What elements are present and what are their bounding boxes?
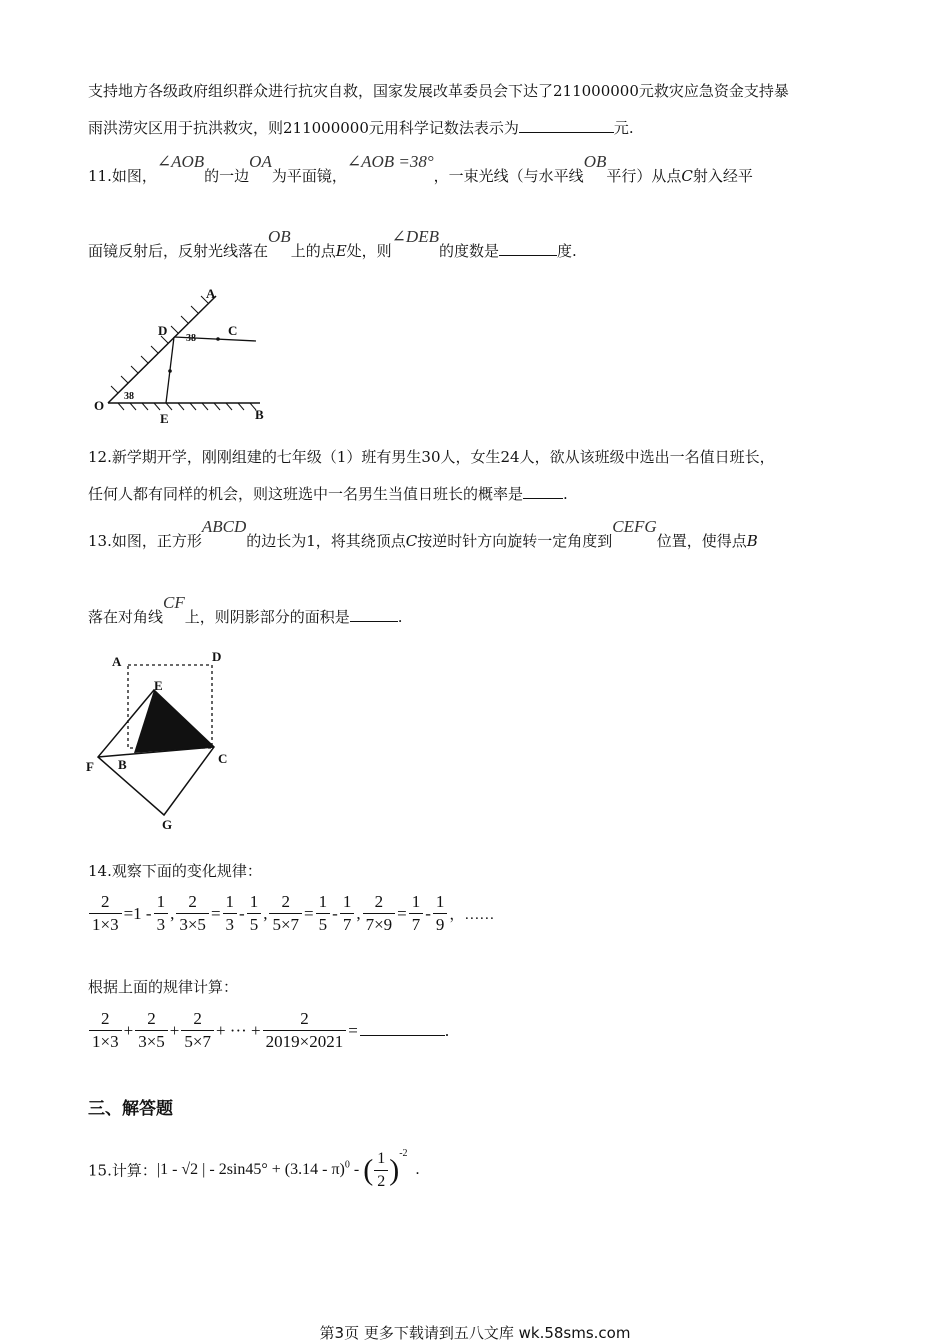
q11-text: 为平面镜，	[271, 167, 347, 185]
label-e: E	[154, 678, 163, 693]
q11-line2	[88, 227, 577, 262]
q11-text: 11.如图，	[88, 167, 157, 185]
q13-text: 13.如图，正方形	[88, 532, 202, 550]
q13-text: 按逆时针方向旋转一定角度到	[417, 532, 613, 550]
label-e: E	[160, 411, 169, 426]
q11-text: ，一束光线（与水平线	[433, 167, 584, 185]
q10-text: 雨洪涝灾区用于抗洪救灾，则211000000元用科学记数法表示为	[88, 119, 519, 137]
q15-label: 15.计算：	[88, 1161, 157, 1180]
math-angle-aob: ∠AOB	[156, 152, 205, 171]
fraction: $\frac{2}{7\times 9}$	[363, 891, 396, 936]
q10-unit: 元.	[613, 119, 634, 137]
label-g: G	[162, 817, 173, 832]
q15-line	[88, 1148, 420, 1193]
label-f: F	[86, 759, 94, 774]
q14-calc-title: 根据上面的规律计算：	[88, 978, 239, 996]
fraction: $\frac{2}{5\times 7}$	[181, 1008, 214, 1053]
fraction: $\frac{2}{3\times 5}$	[176, 891, 209, 936]
fraction: $\frac{2}{5\times 7}$	[269, 891, 302, 936]
fraction: $\frac{2}{2019\times 2021}$	[263, 1008, 347, 1053]
answer-blank	[350, 607, 398, 622]
label-a: A	[112, 654, 122, 669]
fraction: $\frac{1}{3}$	[154, 891, 169, 936]
point-b: B	[746, 532, 758, 550]
q13-line2	[88, 593, 403, 628]
q11-text: 的一边	[204, 167, 250, 185]
q15-expression: |1 - √2 | - 2sin45° + (3.14 - π)$^0$ - ( $\frac{1}{2}$ )$^{-2}$.	[157, 1161, 420, 1178]
label-b: B	[255, 407, 264, 422]
q14-sequence: $\frac{2}{1\times 3}$ =1 - $\frac{1}{3}$ , $\frac{2}{3\times 5}$ = $\frac{1}{3}$ - $\frac{1}{5}$ , $\frac{2}{5\times 7}$ = $\frac{1}{5}$ - $\frac{1}{7}$ , $\frac{2}{7\times 9}$ = $\frac{1}{7}$ - $\frac{1}{9}$ ，……	[88, 891, 495, 936]
fraction: $\frac{1}{3}$	[223, 891, 238, 936]
answer-blank	[360, 1021, 445, 1036]
label-d: D	[158, 323, 168, 338]
math-cefg: CEFG	[612, 517, 657, 536]
q13-line1	[88, 517, 758, 552]
q12-line2	[88, 483, 568, 505]
q13-text: 的边长为1，将其绕顶点	[246, 532, 406, 550]
fraction: $\frac{1}{5}$	[247, 891, 262, 936]
label-c: C	[228, 323, 238, 338]
point-c: C	[405, 532, 418, 550]
answer-blank	[519, 118, 614, 133]
fraction: $\frac{1}{2}$	[374, 1148, 388, 1193]
answer-blank	[499, 241, 557, 256]
fraction: $\frac{1}{5}$	[316, 891, 331, 936]
fraction: $\frac{2}{1\times 3}$	[89, 891, 122, 936]
fraction: $\frac{2}{3\times 5}$	[135, 1008, 168, 1053]
angle-label: 38	[124, 391, 134, 402]
math-ob: OB	[583, 152, 607, 171]
q10-line2	[88, 117, 634, 139]
math-oa: OA	[249, 152, 272, 171]
math-angle-deb: ∠DEB	[391, 227, 439, 246]
q12-line1: 12.新学期开学，刚刚组建的七年级（1）班有男生30人，女生24人，欲从该班级中选出一名值日班长，	[88, 448, 775, 466]
q12-text: 任何人都有同样的机会，则这班选中一名男生当值日班长的概率是	[88, 485, 524, 503]
point-c: C	[681, 167, 693, 185]
q12-text: .	[563, 485, 568, 503]
math-abcd: ABCD	[201, 517, 247, 536]
label-b: B	[118, 757, 127, 772]
q13-text: 位置，使得点	[656, 532, 747, 550]
q11-text: 面镜反射后，反射光线落在	[88, 242, 269, 260]
q11-text: 射入经平	[692, 167, 753, 185]
fraction: $\frac{1}{7}$	[409, 891, 424, 936]
q11-figure	[88, 283, 278, 428]
q10-line1: 支持地方各级政府组织群众进行抗灾自救，国家发展改革委员会下达了211000000元救灾应急资金支持暴	[88, 82, 789, 100]
q14-title: 14.观察下面的变化规律：	[88, 862, 262, 880]
q13-figure	[84, 645, 244, 835]
label-o: O	[94, 398, 105, 413]
q11-text: 度.	[556, 242, 577, 260]
fraction: $\frac{1}{9}$	[433, 891, 448, 936]
q11-text: 平行）从点	[606, 167, 682, 185]
q11-text: 上的点	[290, 242, 336, 260]
page-footer: 第3页 更多下载请到五八文库 wk.58sms.com	[319, 1324, 631, 1342]
q13-text: 上，则阴影部分的面积是	[184, 608, 350, 626]
label-d: D	[212, 649, 222, 664]
math-ob: OB	[268, 227, 291, 246]
fraction: $\frac{2}{1\times 3}$	[89, 1008, 122, 1053]
math-cf: CF	[163, 593, 185, 612]
q14-sum: $\frac{2}{1\times 3}$ + $\frac{2}{3\times 5}$ + $\frac{2}{5\times 7}$ + ··· + $\frac{2}{2019\times 2021}$ = .	[88, 1008, 450, 1053]
q11-line1	[88, 152, 753, 187]
answer-blank	[523, 484, 563, 499]
q11-text: 的度数是	[438, 242, 499, 260]
q13-text: 落在对角线	[88, 608, 164, 626]
math-angle-value: ∠AOB =38°	[346, 152, 434, 171]
fraction: $\frac{1}{7}$	[340, 891, 355, 936]
angle-label: 38	[186, 333, 196, 344]
section-heading: 三、解答题	[88, 1099, 173, 1119]
label-c: C	[218, 751, 228, 766]
label-a: A	[206, 286, 216, 301]
q11-text: 处，则	[346, 242, 392, 260]
q13-text: .	[397, 608, 403, 626]
point-e: E	[335, 242, 347, 260]
